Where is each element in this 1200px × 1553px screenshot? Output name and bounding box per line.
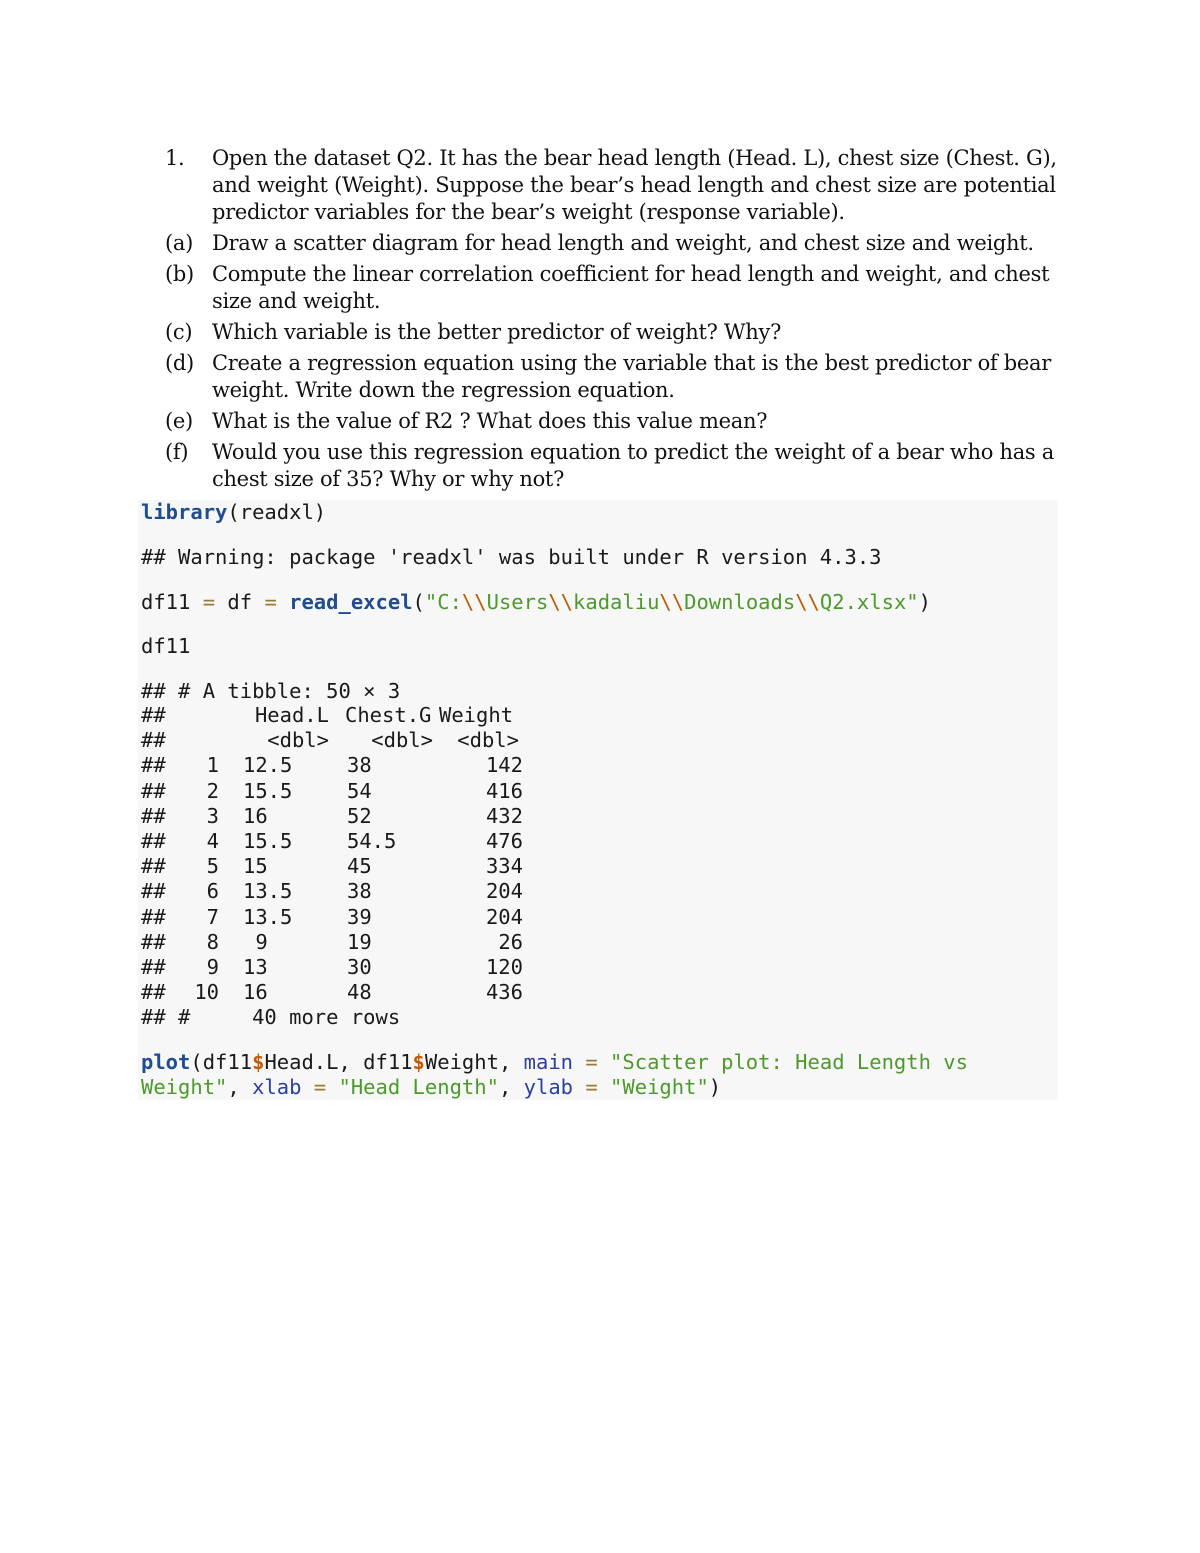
code-escape: \\: [548, 590, 574, 614]
question-item: [165, 261, 1065, 315]
table-more-rows: ## # 40 more rows: [141, 1005, 401, 1030]
code-function: read_excel: [289, 590, 413, 614]
code-string: "Weight": [610, 1075, 709, 1099]
question-item: [165, 230, 1065, 257]
code-line-plot-cont: [141, 1075, 721, 1100]
code-operator: =: [573, 1075, 611, 1099]
table-type-row: ## <dbl> <dbl> <dbl>: [141, 728, 519, 753]
code-operator: $: [412, 1050, 425, 1074]
question-marker: (d): [165, 351, 194, 375]
column-type: <dbl>: [371, 728, 433, 753]
table-row: ## 10 16 48 436: [141, 980, 523, 1005]
table-row: ## 4 15.5 54.5 476: [141, 828, 523, 853]
code-argument: main: [523, 1050, 574, 1074]
code-string: kadaliu: [573, 590, 660, 614]
column-header: Chest.G: [345, 703, 432, 727]
code-output-tibble-header: ## # A tibble: 50 × 3: [141, 679, 401, 703]
tibble-output: [141, 703, 523, 1030]
question-text: Which variable is the better predictor of weight? Why?: [212, 320, 782, 344]
code-text: df11: [141, 590, 203, 614]
code-text: Head.L, df11: [264, 1050, 413, 1074]
code-text: (readxl): [227, 500, 327, 524]
question-item: [165, 145, 1065, 226]
question-text: Would you use this regression equation to predict the weight of a bear who has a chest size of 35? Why or why not?: [212, 440, 1055, 491]
code-string: Q2.xlsx": [819, 590, 919, 614]
code-string: "C:: [424, 590, 462, 614]
code-operator: =: [573, 1050, 611, 1074]
table-row: ## 6 13.5 38 204: [141, 879, 523, 904]
code-string: Weight": [141, 1075, 228, 1099]
question-item: [165, 319, 1065, 346]
code-operator: $: [252, 1050, 265, 1074]
question-item: [165, 439, 1065, 493]
code-block: [138, 500, 1058, 1100]
question-item: [165, 350, 1065, 404]
code-function: plot: [141, 1050, 191, 1074]
code-escape: \\: [659, 590, 685, 614]
question-text: Open the dataset Q2. It has the bear head length (Head. L), chest size (Chest. G), and weight (Weight). Suppose the bear’s head length and chest size are potential predictor variables for the bear’s weight (response variable).: [212, 146, 1057, 224]
question-item: [165, 408, 1065, 435]
table-row: ## 1 12.5 38 142: [141, 753, 523, 778]
table-row: ## 3 16 52 432: [141, 803, 523, 828]
table-row: ## 7 13.5 39 204: [141, 904, 523, 929]
column-header: Head.L: [254, 703, 329, 727]
question-marker: (a): [165, 231, 194, 255]
code-line-read: [141, 590, 931, 615]
code-text: ): [918, 590, 931, 614]
code-text: (: [412, 590, 425, 614]
code-escape: \\: [461, 590, 487, 614]
code-operator: =: [202, 590, 216, 614]
column-type: <dbl>: [267, 728, 329, 753]
question-marker: 1.: [165, 146, 185, 170]
question-marker: (b): [165, 262, 194, 286]
code-string: "Head Length": [338, 1075, 499, 1099]
code-argument: ylab: [523, 1075, 574, 1099]
code-string: "Scatter plot: Head Length vs: [610, 1050, 968, 1074]
code-output-warning: ## Warning: package 'readxl' was built under R version 4.3.3: [141, 545, 882, 569]
question-list: [165, 145, 1065, 497]
code-string: Downloads: [684, 590, 796, 614]
code-text: df: [215, 590, 265, 614]
question-text: Compute the linear correlation coefficient for head length and weight, and chest size and weight.: [212, 262, 1050, 313]
table-header-row: ## Head.L Chest.G Weight: [141, 703, 523, 728]
code-string: Users: [486, 590, 549, 614]
column-header: Weight: [439, 703, 514, 727]
table-row: ## 2 15.5 54 416: [141, 778, 523, 803]
code-text: ): [708, 1075, 722, 1099]
table-row: ## 9 13 30 120: [141, 954, 523, 979]
question-text: What is the value of R2 ? What does this value mean?: [212, 409, 768, 433]
question-marker: (c): [165, 320, 193, 344]
code-escape: \\: [795, 590, 820, 614]
question-marker: (e): [165, 409, 193, 433]
question-marker: (f): [165, 440, 189, 464]
code-line-library: [141, 500, 326, 525]
code-line-print: df11: [141, 634, 191, 658]
code-operator: =: [301, 1075, 339, 1099]
code-text: ,: [227, 1075, 253, 1099]
question-text: Create a regression equation using the variable that is the best predictor of bear weight. Write down the regression equation.: [212, 351, 1051, 402]
code-argument: xlab: [252, 1075, 302, 1099]
question-text: Draw a scatter diagram for head length and weight, and chest size and weight.: [212, 231, 1034, 255]
table-row: ## 8 9 19 26: [141, 929, 523, 954]
code-text: Weight,: [424, 1050, 524, 1074]
code-text: ,: [498, 1075, 524, 1099]
table-row: ## 5 15 45 334: [141, 854, 523, 879]
code-keyword: library: [141, 500, 228, 524]
code-text: (df11: [190, 1050, 253, 1074]
code-operator: =: [264, 590, 277, 614]
column-type: <dbl>: [457, 728, 519, 753]
code-line-plot: [141, 1050, 968, 1075]
